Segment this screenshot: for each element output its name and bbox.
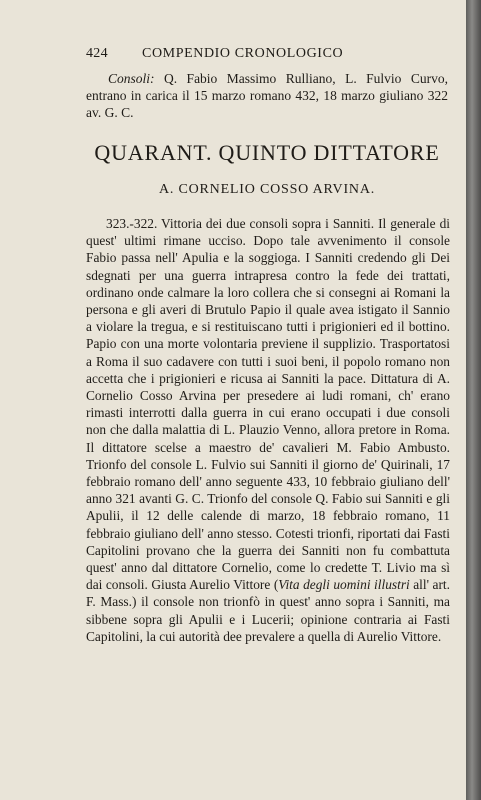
page-number: 424 (86, 46, 108, 61)
body-paragraph (86, 215, 450, 645)
consuls-text: Q. Fabio Massimo Rulliano, L. Fulvio Curvo, entrano in carica il 15 marzo romano 432, 18 marzo giuliano 322 av. G. C. (86, 71, 448, 120)
consuls-paragraph (86, 70, 448, 121)
year-range: 323.-322. (106, 216, 158, 231)
consuls-label: Consoli: (108, 71, 155, 86)
page-edge-shadow (466, 0, 481, 800)
dictator-name: A. CORNELIO COSSO ARVINA. (158, 182, 376, 197)
body-text-part2: all' art. F. Mass.) il console non trionfò in quest' anno sopra i Sanniti, ma sibbene sopra gli Apulii e i Lucerii; opinione contraria ai Fasti Capitolini, la cui autorità dee prevalere a quella di Aurelio Vittore. (86, 577, 450, 644)
running-head: COMPENDIO CRONOLOGICO (142, 46, 344, 61)
book-title-italic: Vita degli uomini illustri (278, 577, 410, 593)
chapter-title: QUARANT. QUINTO DITTATORE (94, 140, 440, 165)
body-text-part1: Vittoria dei due consoli sopra i Sanniti. Il generale di quest' ultimi rimane ucciso. Dopo tale avvenimento il console Fabio passa nell' Apulia e la soggioga. I Sanniti credendo gli Dei sdegnati per una guerra intrapresa contro la fede dei trattati, ordinano onde calmare la loro collera che si consegni ai Romani la persona e gli averi di Brutulo Papio il quale avea istigato il Sannio a violare la tregua, e si restituiscano tutti i prigionieri ed il bottino. Papio con una morte volontaria previene il supplizio. Trasportatosi a Roma il suo cadavere con tutti i suoi beni, il popolo romano non accetta che i prigionieri e ricusa ai Sanniti la pace. Dittatura di A. Cornelio Cosso Arvina per presedere ai ludi romani, ch' erano rimasti interrotti dalla guerra in cui erano occupati i due consoli non che dalla malattia di L. Plauzio Venno, allora pretore in Roma. Il dittatore scelse a maestro de' cavalieri M. Fabio Ambusto. Trionfo del console L. Fulvio sui Sanniti il giorno de' Quirinali, 17 febbraio romano dell' anno seguente 433, 10 febbraio giuliano dell' anno 321 avanti G. C. Trionfo del console Q. Fabio sui Sanniti e gli Apulii, il 12 delle calende di marzo, 18 febbraio romano, 11 febbraio giuliano dell' anno stesso. Cotesti trionfi, riportati dai Fasti Capitolini provano che la guerra dei Sanniti non fu combattuta quest' anno dal dittatore Cornelio, come lo credette T. Livio ma sì dai consoli. Giusta Aurelio Vittore ( (86, 216, 450, 593)
